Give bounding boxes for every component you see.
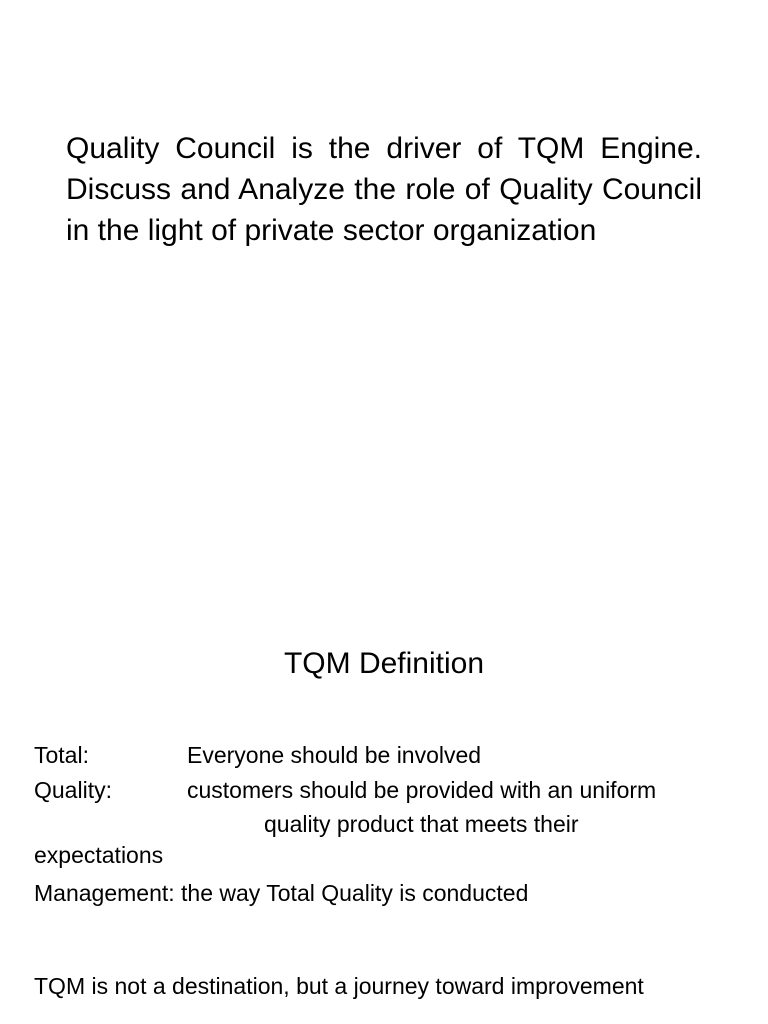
definition-text-management: the way Total Quality is conducted — [181, 880, 529, 906]
section-heading: TQM Definition — [283, 647, 485, 680]
definition-text-quality-line2: quality product that meets their — [264, 811, 579, 837]
closing-statement: TQM is not a destination, but a journey toward improvement — [34, 973, 644, 999]
question-text: Quality Council is the driver of TQM Engine. Discuss and Analyze the role of Quality Council in the light of private sector organization — [66, 132, 702, 247]
definition-text-total: Everyone should be involved — [187, 742, 482, 768]
definition-list — [34, 739, 734, 906]
definition-term-management: Management: — [34, 880, 175, 906]
definition-term-quality: Quality: — [34, 777, 112, 803]
definition-term-total: Total: — [34, 742, 89, 768]
definition-total — [34, 739, 734, 771]
definition-text-quality-line3: expectations — [34, 842, 164, 868]
definition-management — [34, 877, 734, 909]
definition-text-quality-line1: customers should be provided with an uniform — [187, 777, 657, 803]
definition-quality — [34, 777, 734, 871]
